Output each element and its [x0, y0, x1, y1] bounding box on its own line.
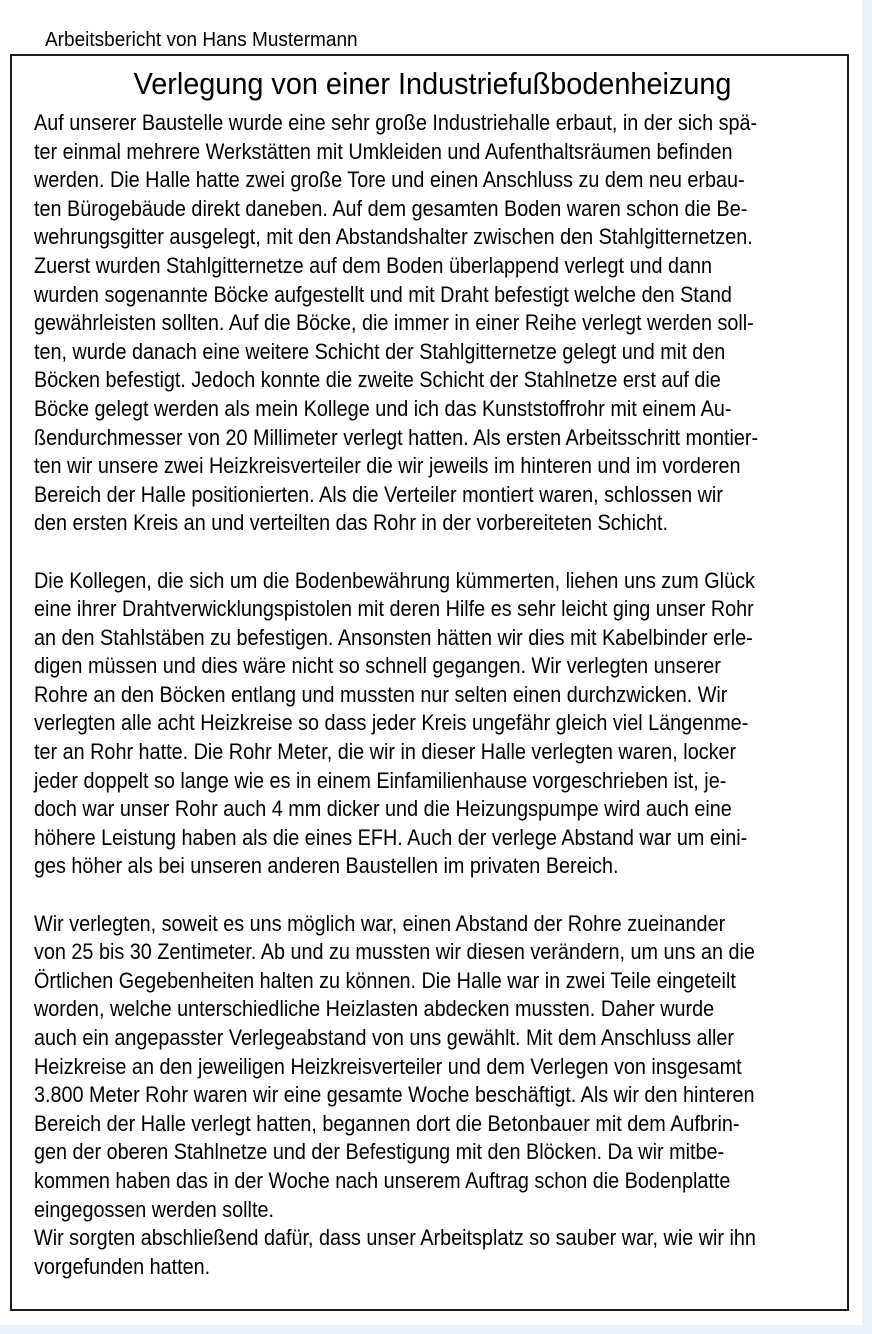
viewer-edge-right: [862, 0, 872, 1334]
text-line: gewährleisten sollten. Auf die Böcke, die immer in einer Reihe verlegt werden soll-: [34, 310, 754, 336]
text-line: Böcke gelegt werden als mein Kollege und ich das Kunststoffrohr mit einem Au-: [34, 395, 732, 421]
text-line: höhere Leistung haben als die eines EFH. Auch der verlege Abstand war um eini-: [34, 824, 748, 850]
text-line: jeder doppelt so lange wie es in einem Einfamilienhause vorgeschrieben ist, je-: [34, 767, 727, 793]
text-line: ten wir unsere zwei Heizkreisverteiler die wir jeweils im hinteren und im vorderen: [34, 453, 741, 479]
text-line: wehrungsgitter ausgelegt, mit den Abstandshalter zwischen den Stahlgitternetzen.: [34, 224, 753, 250]
text-line: vorgefunden hatten.: [34, 1253, 211, 1279]
text-line: ter einmal mehrere Werkstätten mit Umkleiden und Aufenthaltsräumen befinden: [34, 138, 733, 164]
text-line: Bereich der Halle verlegt hatten, begannen dort die Betonbauer mit dem Aufbrin-: [34, 1110, 740, 1136]
text-line: ter an Rohr hatte. Die Rohr Meter, die wir in dieser Halle verlegten waren, locker: [34, 739, 737, 765]
text-line: Örtlichen Gegebenheiten halten zu können. Die Halle war in zwei Teile eingeteilt: [34, 967, 736, 993]
text-line: Heizkreise an den jeweiligen Heizkreisverteiler und dem Verlegen von insgesamt: [34, 1053, 742, 1079]
text-line: Böcken befestigt. Jedoch konnte die zweite Schicht der Stahlnetze erst auf die: [34, 367, 721, 393]
text-line: Rohre an den Böcken entlang und mussten nur selten einen durchzwicken. Wir: [34, 681, 728, 707]
report-paragraph-1: [34, 109, 831, 538]
report-author-header: Arbeitsbericht von Hans Mustermann: [45, 29, 358, 51]
text-line: Bereich der Halle positionierten. Als die Verteiler montiert waren, schlossen wir: [34, 481, 723, 507]
text-line: Die Kollegen, die sich um die Bodenbewährung kümmerten, liehen uns zum Glück: [34, 567, 755, 593]
text-line: werden. Die Halle hatte zwei große Tore und einen Anschluss zu dem neu erbau-: [34, 167, 745, 193]
text-line: eine ihrer Drahtverwicklungspistolen mit deren Hilfe es sehr leicht ging unser Rohr: [34, 596, 754, 622]
text-line: wurden sogenannte Böcke aufgestellt und mit Draht befestigt welche den Stand: [34, 281, 732, 307]
viewer-edge-bottom: [0, 1325, 872, 1334]
text-line: gen der oberen Stahlnetze und der Befestigung mit den Blöcken. Da wir mitbe-: [34, 1139, 725, 1165]
text-line: den ersten Kreis an und verteilten das Rohr in der vorbereiteten Schicht.: [34, 510, 668, 536]
text-line: Auf unserer Baustelle wurde eine sehr große Industriehalle erbaut, in der sich spä-: [34, 110, 758, 135]
report-paragraph-2: [34, 567, 831, 882]
text-line: Zuerst wurden Stahlgitternetze auf dem Boden überlappend verlegt und dann: [34, 252, 713, 278]
text-line: digen müssen und dies wäre nicht so schnell gegangen. Wir verlegten unserer: [34, 653, 721, 679]
text-line: worden, welche unterschiedliche Heizlasten abdecken mussten. Daher wurde: [34, 996, 715, 1022]
text-line: Wir verlegten, soweit es uns möglich war, einen Abstand der Rohre zueinander: [34, 910, 726, 936]
text-line: ßendurchmesser von 20 Millimeter verlegt hatten. Als ersten Arbeitsschritt montier-: [34, 424, 759, 450]
text-line: doch war unser Rohr auch 4 mm dicker und die Heizungspumpe wird auch eine: [34, 796, 732, 822]
report-title: Verlegung von einer Industriefußbodenheizung: [133, 66, 732, 101]
text-line: auch ein angepasster Verlegeabstand von uns gewählt. Mit dem Anschluss aller: [34, 1025, 735, 1050]
text-line: kommen haben das in der Woche nach unserem Auftrag schon die Bodenplatte: [34, 1167, 731, 1193]
text-line: ges höher als bei unseren anderen Baustellen im privaten Bereich.: [34, 853, 619, 879]
text-line: verlegten alle acht Heizkreise so dass jeder Kreis ungefähr gleich viel Längenme-: [34, 710, 749, 736]
text-line: von 25 bis 30 Zentimeter. Ab und zu mussten wir diesen verändern, um uns an die: [34, 939, 755, 965]
text-line: ten, wurde danach eine weitere Schicht der Stahlgitternetze gelegt und mit den: [34, 338, 726, 364]
text-line: an den Stahlstäben zu befestigen. Ansonsten hätten wir dies mit Kabelbinder erle-: [34, 624, 753, 650]
report-paragraph-3: [34, 910, 831, 1282]
text-line: eingegossen werden sollte.: [34, 1196, 274, 1222]
document-page: [10, 54, 849, 1311]
text-line: ten Bürogebäude direkt daneben. Auf dem gesamten Boden waren schon die Be-: [34, 195, 748, 221]
text-line: 3.800 Meter Rohr waren wir eine gesamte Woche beschäftigt. Als wir den hinteren: [34, 1082, 755, 1108]
text-line: Wir sorgten abschließend dafür, dass unser Arbeitsplatz so sauber war, wie wir ihn: [34, 1225, 756, 1251]
